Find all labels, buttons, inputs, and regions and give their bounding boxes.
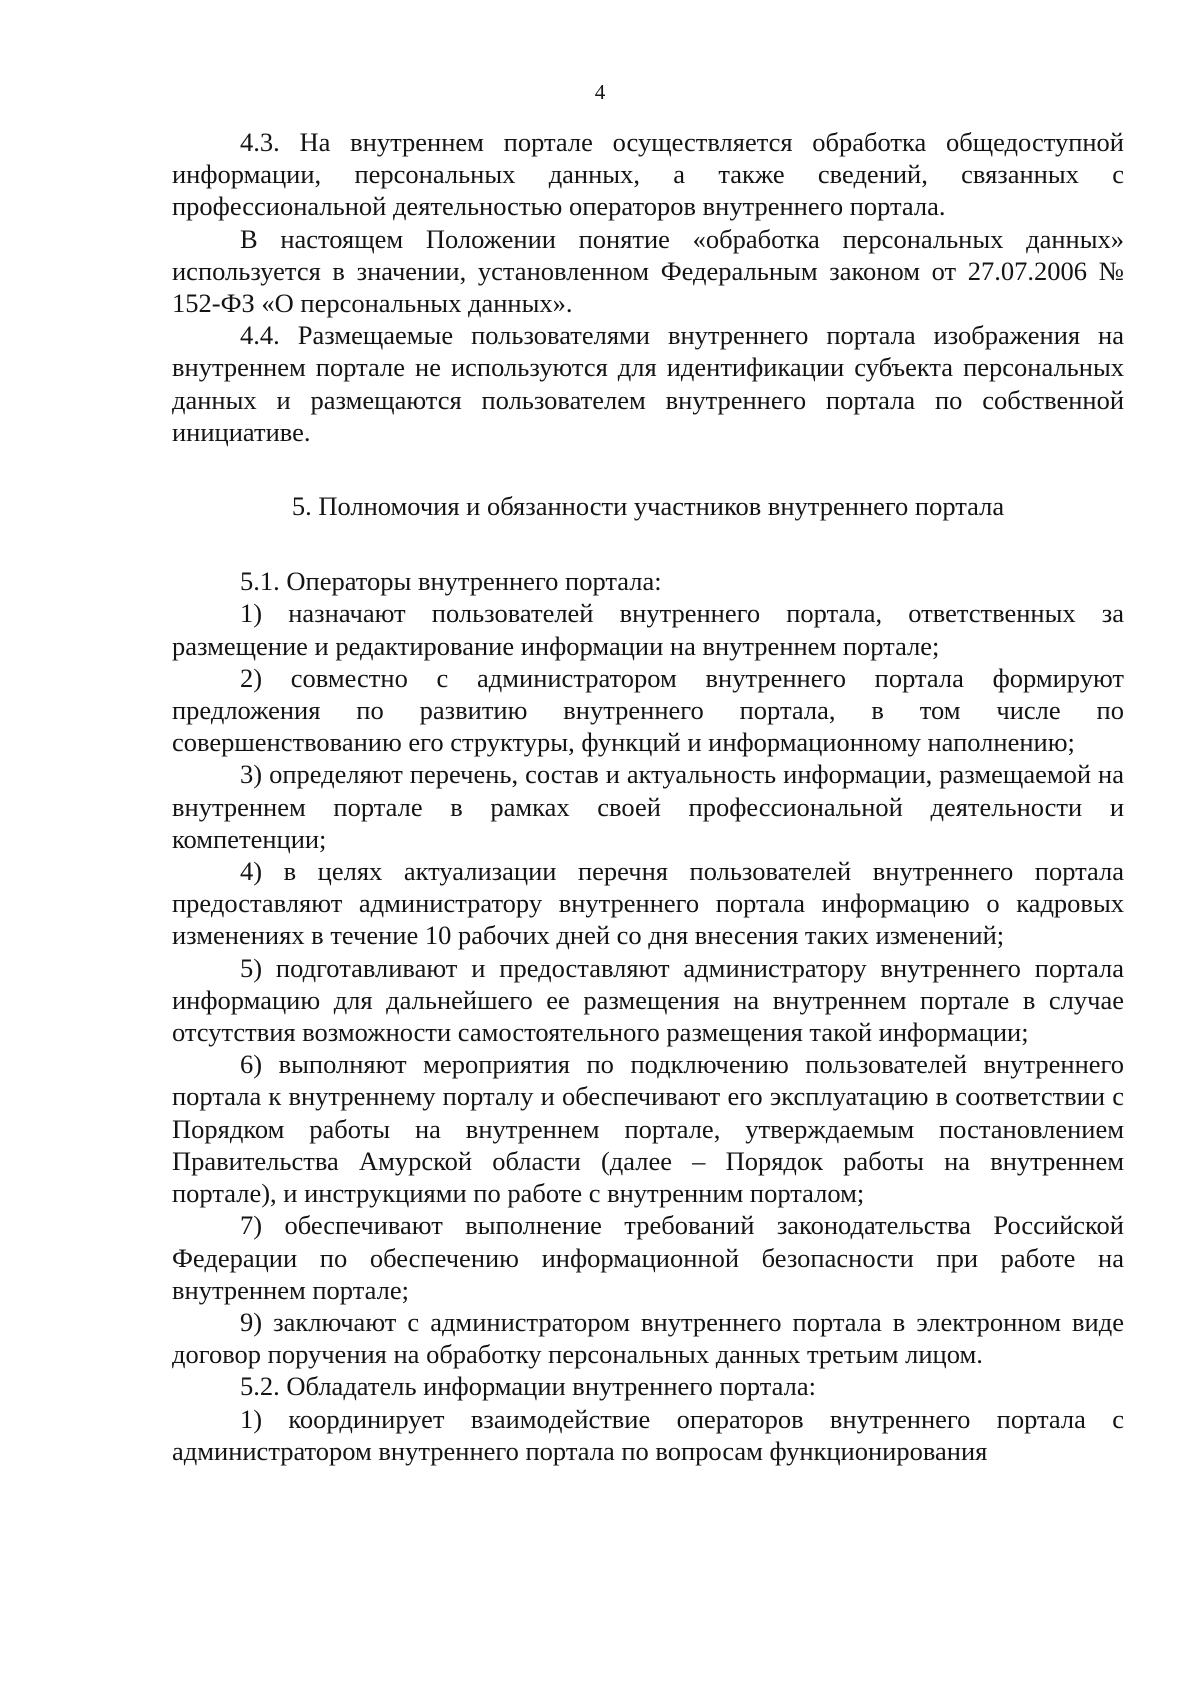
list-item-5-1-6: 6) выполняют мероприятия по подключению пользователей внутреннего портала к внутреннему порталу и обеспечивают его эксплуатацию в соответствии с Порядком работы на внутреннем портале, утверждаемым постановлением Правительства Амурской области (далее – Порядок работы на внутреннем портале), и инструкциями по работе с внутренним порталом; bbox=[172, 1049, 1124, 1209]
list-item-5-1-2: 2) совместно с администратором внутреннего портала формируют предложения по развитию внутреннего портала, в том числе по совершенствованию его структуры, функций и информационному наполнению; bbox=[172, 662, 1124, 758]
document-body bbox=[172, 126, 1124, 1467]
paragraph-4-3: 4.3. На внутреннем портале осуществляется обработка общедоступной информации, персональных данных, а также сведений, связанных с профессиональной деятельностью операторов внутреннего портала. bbox=[172, 127, 1124, 222]
list-item-5-1-9: 9) заключают с администратором внутреннего портала в электронном виде договор поручения на обработку персональных данных третьим лицом. bbox=[172, 1306, 1124, 1370]
paragraph-definition: В настоящем Положении понятие «обработка персональных данных» используется в значении, установленном Федеральным законом от 27.07.2006 № 152-ФЗ «О персональных данных». bbox=[172, 223, 1124, 319]
page-number: 4 bbox=[594, 80, 606, 104]
list-item-5-1-7: 7) обеспечивают выполнение требований законодательства Российской Федерации по обеспечению информационной безопасности при работе на внутреннем портале; bbox=[172, 1210, 1124, 1305]
list-item-5-1-5: 5) подготавливают и предоставляют администратору внутреннего портала информацию для дальнейшего ее размещения на внутреннем портале в случае отсутствия возможности самостоятельного размещения такой информации; bbox=[172, 952, 1124, 1048]
list-item-5-1-1: 1) назначают пользователей внутреннего портала, ответственных за размещение и редактирование информации на внутреннем портале; bbox=[172, 598, 1124, 661]
list-item-5-2-1: 1) координирует взаимодействие операторов внутреннего портала с администратором внутреннего портала по вопросам функционирования bbox=[172, 1403, 1124, 1466]
paragraph-5-1: 5.1. Операторы внутреннего портала: bbox=[240, 566, 662, 597]
list-item-5-1-4: 4) в целях актуализации перечня пользователей внутреннего портала предоставляют администратору внутреннего портала информацию о кадровых изменениях в течение 10 рабочих дней со дня внесения таких изменений; bbox=[172, 856, 1124, 951]
paragraph-5-2: 5.2. Обладатель информации внутреннего портала: bbox=[240, 1371, 816, 1402]
section-heading: 5. Полномочия и обязанности участников внутреннего портала bbox=[291, 491, 1005, 522]
paragraph-4-4: 4.4. Размещаемые пользователями внутреннего портала изображения на внутреннем портале не используются для идентификации субъекта персональных данных и размещаются пользователем внутреннего портала по собственной инициативе. bbox=[172, 320, 1124, 447]
list-item-5-1-3: 3) определяют перечень, состав и актуальность информации, размещаемой на внутреннем портале в рамках своей профессиональной деятельности и компетенции; bbox=[172, 759, 1124, 854]
